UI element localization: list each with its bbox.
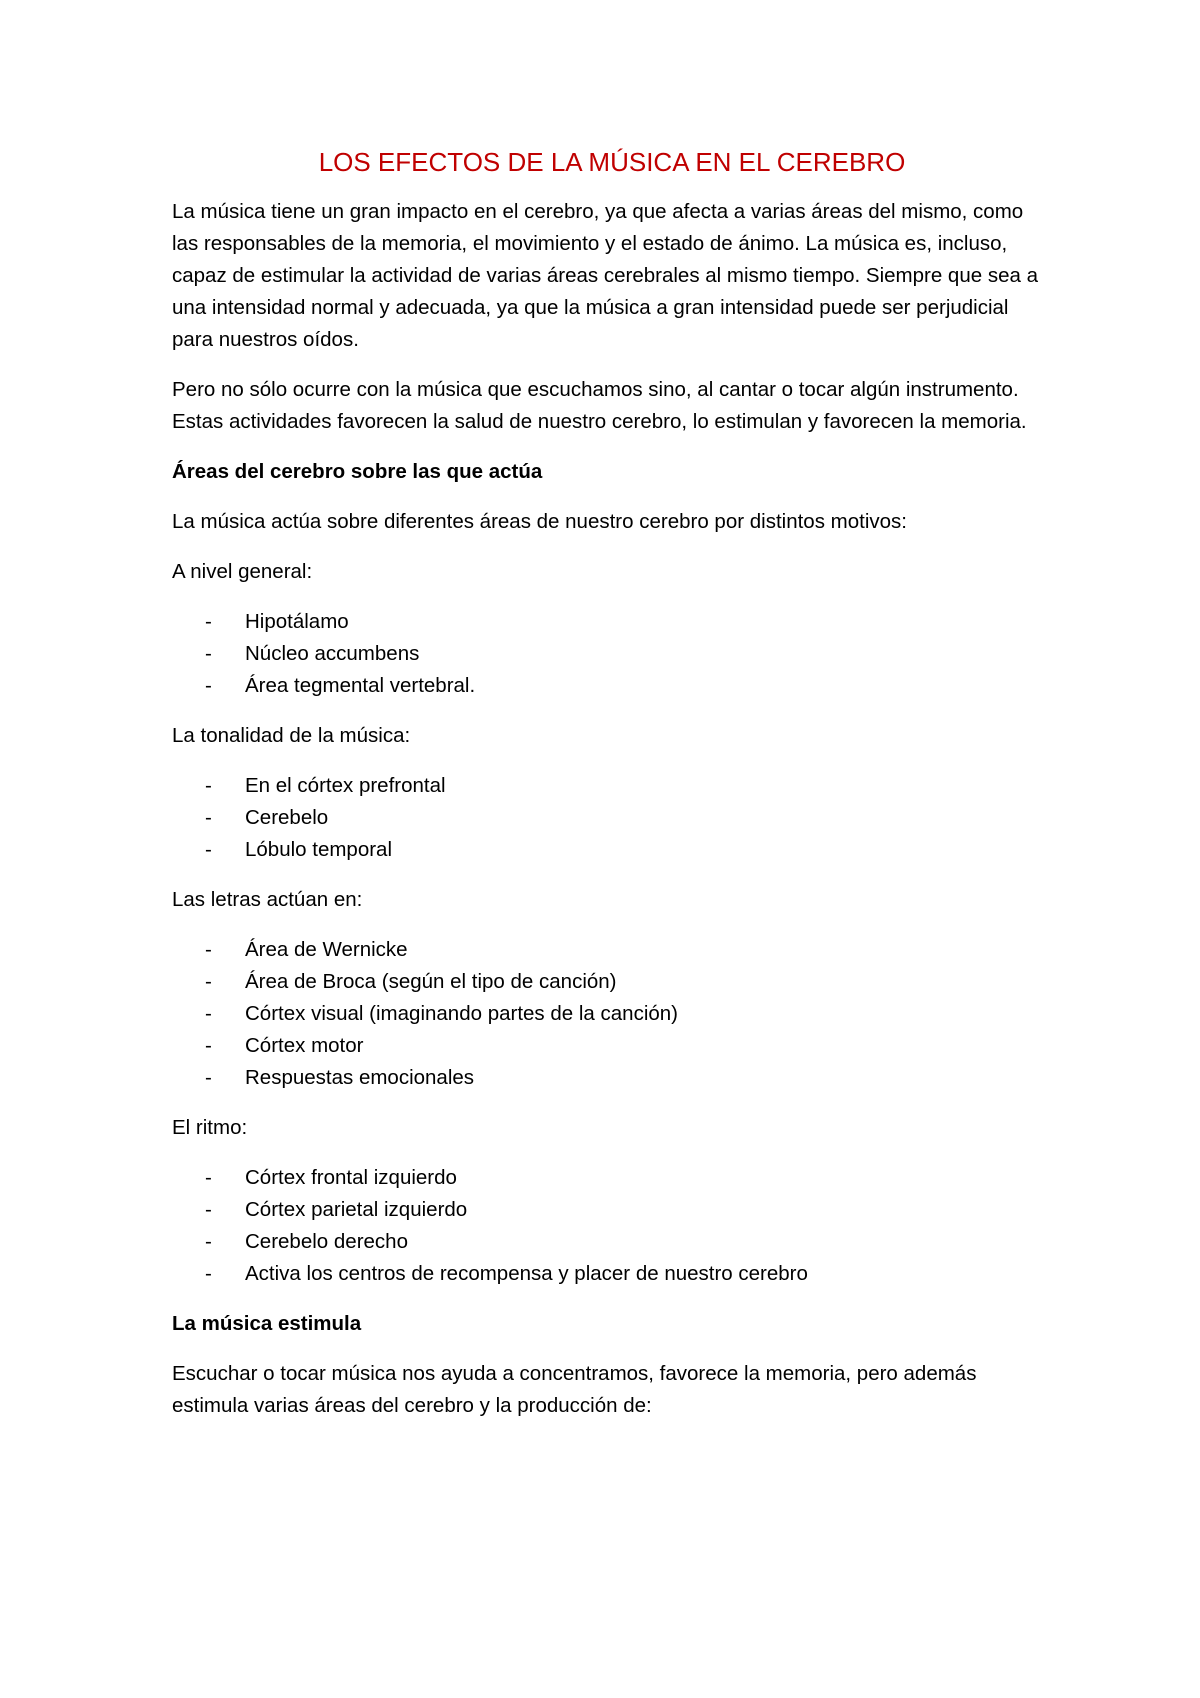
list-rhythm <box>172 1162 1052 1290</box>
list-item: - Cerebelo <box>172 802 1052 834</box>
list-item: - Área tegmental vertebral. <box>172 670 1052 702</box>
list-tonality <box>172 770 1052 866</box>
list-item: - Área de Broca (según el tipo de canción) <box>172 966 1052 998</box>
list-item: - Córtex visual (imaginando partes de la canción) <box>172 998 1052 1030</box>
stimulates-paragraph: Escuchar o tocar música nos ayuda a concentramos, favorece la memoria, pero además estimula varias áreas del cerebro y la producción de: <box>172 1362 977 1417</box>
group-label-tonality: La tonalidad de la música: <box>172 724 411 747</box>
intro-paragraph: La música tiene un gran impacto en el cerebro, ya que afecta a varias áreas del mismo, como las responsables de la memoria, el movimiento y el estado de ánimo. La música es, incluso, capaz de estimular la actividad de varias áreas cerebrales al mismo tiempo. Siempre que sea a una intensidad normal y adecuada, ya que la música a gran intensidad puede ser perjudicial para nuestros oídos. <box>172 200 1038 351</box>
list-item: - Lóbulo temporal <box>172 834 1052 866</box>
group-label-lyrics: Las letras actúan en: <box>172 888 363 911</box>
list-item: - Córtex frontal izquierdo <box>172 1162 1052 1194</box>
group-label-rhythm: El ritmo: <box>172 1116 248 1139</box>
list-item: - Área de Wernicke <box>172 934 1052 966</box>
list-item: - Córtex parietal izquierdo <box>172 1194 1052 1226</box>
list-item: - Córtex motor <box>172 1030 1052 1062</box>
list-item: - En el córtex prefrontal <box>172 770 1052 802</box>
list-item: - Activa los centros de recompensa y placer de nuestro cerebro <box>172 1258 1052 1290</box>
list-item: - Cerebelo derecho <box>172 1226 1052 1258</box>
list-item: - Hipotálamo <box>172 606 1052 638</box>
section-heading-areas: Áreas del cerebro sobre las que actúa <box>172 460 543 483</box>
section-heading-stimulates: La música estimula <box>172 1312 362 1335</box>
list-lyrics <box>172 934 1052 1094</box>
page-title: LOS EFECTOS DE LA MÚSICA EN EL CEREBRO <box>318 147 906 177</box>
areas-intro-paragraph: La música actúa sobre diferentes áreas de nuestro cerebro por distintos motivos: <box>172 510 907 533</box>
list-item: - Núcleo accumbens <box>172 638 1052 670</box>
second-paragraph: Pero no sólo ocurre con la música que escuchamos sino, al cantar o tocar algún instrumento. Estas actividades favorecen la salud de nuestro cerebro, lo estimulan y favorecen la memoria. <box>172 378 1027 433</box>
list-general <box>172 606 1052 702</box>
document-page <box>172 146 1052 1440</box>
group-label-general: A nivel general: <box>172 560 313 583</box>
list-item: - Respuestas emocionales <box>172 1062 1052 1094</box>
